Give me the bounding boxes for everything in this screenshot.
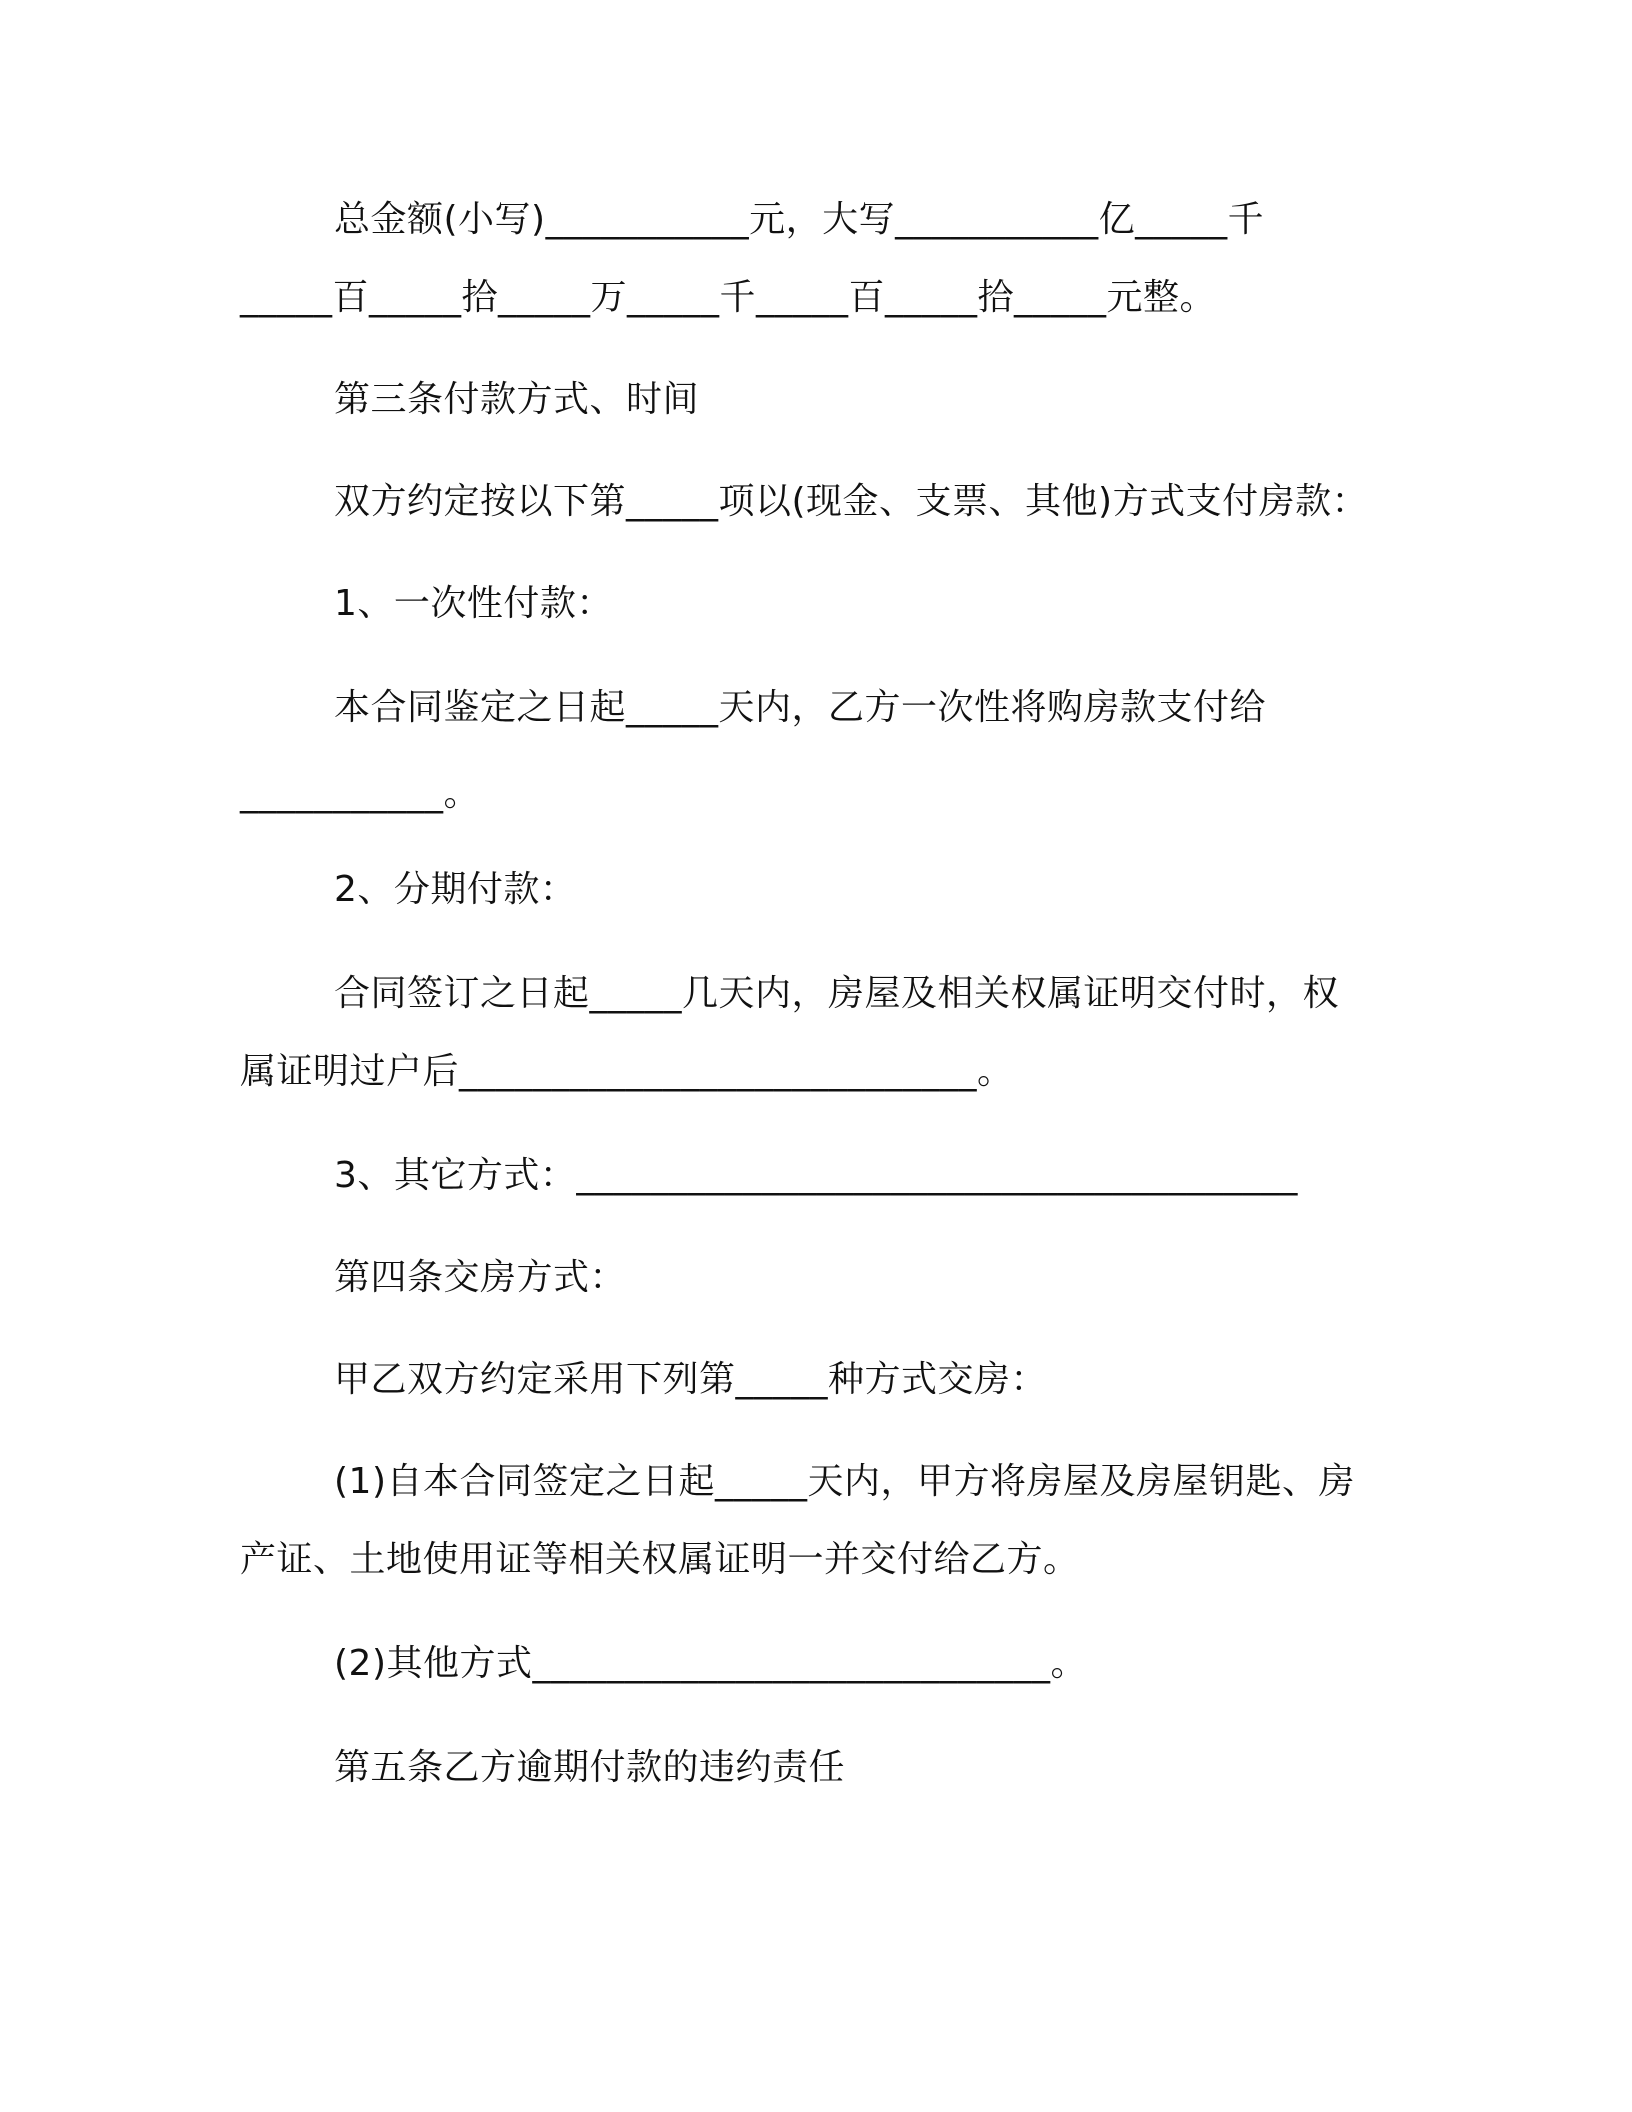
amount-breakdown-line: _____百_____拾_____万_____千_____百_____拾_____元整。 (240, 277, 1217, 318)
delivery-option-two-line: (2)其他方式____________________________。 (334, 1643, 1087, 1684)
article-four-heading: 第四条交房方式： (334, 1257, 627, 1298)
article-three-heading: 第三条付款方式、时间 (334, 379, 700, 420)
delivery-option-one-cont: 产证、土地使用证等相关权属证明一并交付给乙方。 (240, 1539, 1080, 1580)
installment-heading: 2、分期付款： (334, 869, 577, 910)
delivery-agreement-line: 甲乙双方约定采用下列第_____种方式交房： (334, 1359, 1048, 1400)
lump-sum-heading: 1、一次性付款： (334, 583, 613, 624)
lump-sum-recipient-line: ___________。 (240, 773, 481, 814)
article-five-heading: 第五条乙方逾期付款的违约责任 (334, 1747, 846, 1788)
total-amount-line: 总金额(小写)___________元，大写___________亿_____千 (334, 199, 1265, 240)
lump-sum-text-line: 本合同鉴定之日起_____天内，乙方一次性将购房款支付给 (334, 687, 1267, 728)
payment-agreement-line: 双方约定按以下第_____项以(现金、支票、其他)方式支付房款： (334, 481, 1369, 522)
delivery-option-one-line: (1)自本合同签定之日起_____天内，甲方将房屋及房屋钥匙、房 (334, 1461, 1355, 1502)
other-payment-line: 3、其它方式：_______________________________________ (334, 1155, 1298, 1196)
installment-transfer-line: 属证明过户后____________________________。 (240, 1051, 1014, 1092)
installment-text-line: 合同签订之日起_____几天内，房屋及相关权属证明交付时，权 (334, 973, 1340, 1014)
